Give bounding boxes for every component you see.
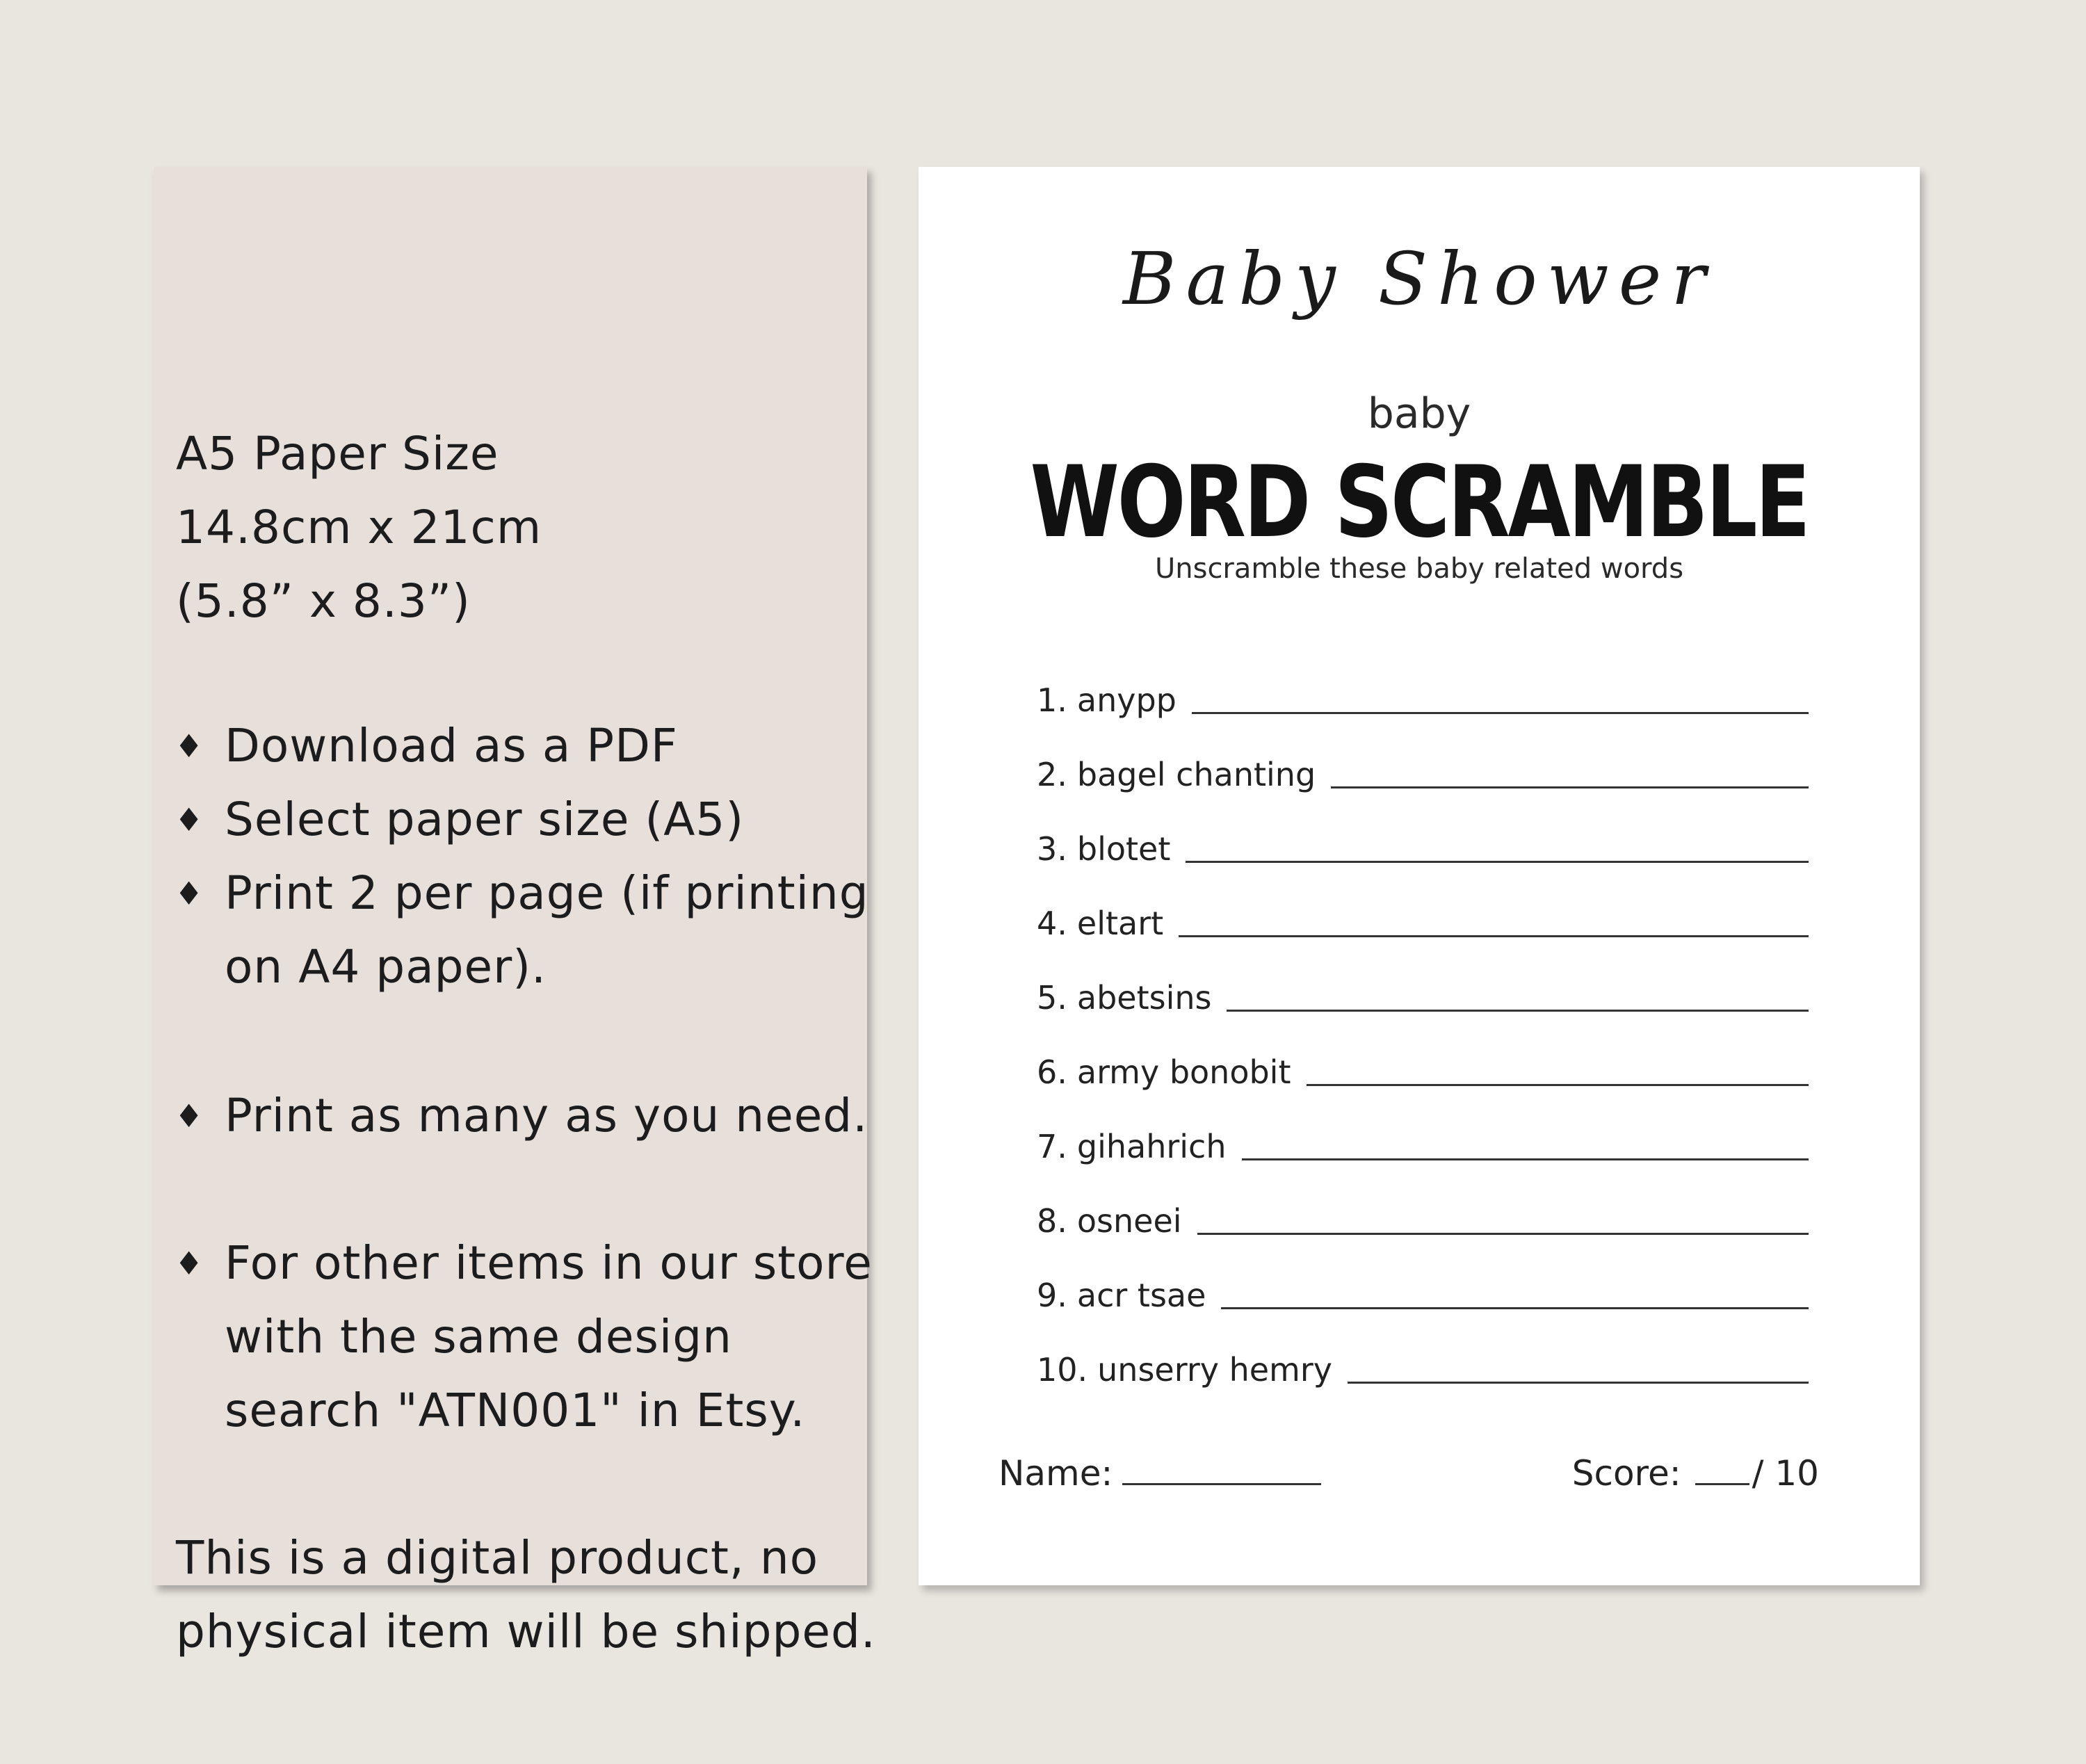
answer-line: [1197, 1233, 1809, 1235]
script-title: Baby Shower: [1123, 236, 1715, 321]
diamond-icon: ♦: [175, 1097, 204, 1135]
diamond-icon: ♦: [175, 875, 204, 912]
list-item: [1037, 1316, 1809, 1391]
diamond-icon: ♦: [175, 801, 204, 839]
list-item: [1037, 795, 1809, 870]
list-item: [1037, 870, 1809, 944]
diamond-icon: ♦: [175, 1245, 204, 1282]
item-number: 9.: [1037, 1277, 1067, 1314]
note-line: This is a digital product, no: [176, 1531, 819, 1585]
instruction-bullet: [175, 857, 869, 1004]
score-blank-line: [1695, 1483, 1749, 1485]
instruction-bullet: [175, 1227, 873, 1448]
answer-line: [1348, 1382, 1809, 1384]
bullet-text: on A4 paper).: [225, 940, 547, 994]
list-item: [1037, 1242, 1809, 1316]
paper-size-line: A5 Paper Size: [176, 427, 499, 480]
instruction-bullet: [175, 783, 744, 857]
note-line: physical item will be shipped.: [176, 1605, 876, 1658]
digital-product-note: [176, 1521, 876, 1669]
scrambled-word: anypp: [1076, 681, 1177, 719]
score-field: [1572, 1453, 1819, 1494]
diamond-icon: ♦: [175, 727, 204, 765]
item-number: 4.: [1037, 905, 1067, 942]
list-item: [1037, 647, 1809, 721]
item-number: 8.: [1037, 1202, 1067, 1240]
paper-size-line: (5.8” x 8.3”): [176, 574, 471, 628]
name-field: [998, 1453, 1321, 1494]
score-total: / 10: [1752, 1453, 1819, 1494]
info-card: [154, 167, 876, 1658]
scrambled-word: blotet: [1076, 830, 1171, 868]
game-title: WORD SCRAMBLE: [1030, 445, 1809, 560]
name-label: Name:: [998, 1453, 1113, 1494]
scrambled-word: eltart: [1076, 905, 1164, 942]
bullet-text: For other items in our store: [225, 1236, 873, 1290]
score-label: Score:: [1571, 1453, 1681, 1494]
scrambled-word: acr tsae: [1076, 1277, 1206, 1314]
answer-line: [1331, 786, 1809, 788]
instruction-bullet: [175, 709, 678, 783]
item-number: 3.: [1037, 830, 1067, 868]
bullet-text: Print as many as you need.: [225, 1089, 868, 1142]
answer-line: [1242, 1158, 1809, 1160]
scrambled-word: gihahrich: [1076, 1128, 1227, 1165]
answer-line: [1307, 1084, 1809, 1086]
item-number: 5.: [1037, 979, 1067, 1017]
item-number: 6.: [1037, 1053, 1067, 1091]
scrambled-word: army bonobit: [1076, 1053, 1291, 1091]
paper-size-line: 14.8cm x 21cm: [176, 501, 542, 554]
bullet-text: search "ATN001" in Etsy.: [225, 1384, 806, 1437]
instruction-bullet: [175, 1079, 868, 1153]
scrambled-word: abetsins: [1076, 979, 1212, 1017]
answer-line: [1179, 935, 1809, 937]
answer-line: [1186, 861, 1809, 863]
paper-size-info: [176, 417, 542, 638]
game-subtitle: Unscramble these baby related words: [1154, 553, 1684, 585]
item-number: 10.: [1037, 1351, 1088, 1389]
scrambled-word: osneei: [1076, 1202, 1182, 1240]
scrambled-word: unserry hemry: [1097, 1351, 1332, 1389]
scrambled-word: bagel chanting: [1076, 756, 1316, 793]
answer-line: [1227, 1010, 1809, 1012]
list-item: [1037, 721, 1809, 795]
small-title: baby: [1367, 389, 1471, 438]
list-item: [1037, 1167, 1809, 1242]
bullet-text: Select paper size (A5): [225, 793, 745, 846]
item-number: 2.: [1037, 756, 1067, 793]
bullet-text: Print 2 per page (if printing: [225, 866, 869, 920]
list-item: [1037, 1019, 1809, 1093]
scrambled-word-list: [1037, 647, 1809, 1391]
name-blank-line: [1122, 1483, 1321, 1485]
game-card: [919, 167, 1920, 1585]
answer-line: [1192, 712, 1809, 714]
item-number: 1.: [1037, 681, 1067, 719]
bullet-text: with the same design: [225, 1310, 732, 1364]
answer-line: [1221, 1307, 1809, 1309]
list-item: [1037, 1093, 1809, 1167]
item-number: 7.: [1037, 1128, 1067, 1165]
bullet-text: Download as a PDF: [225, 719, 678, 772]
list-item: [1037, 944, 1809, 1019]
